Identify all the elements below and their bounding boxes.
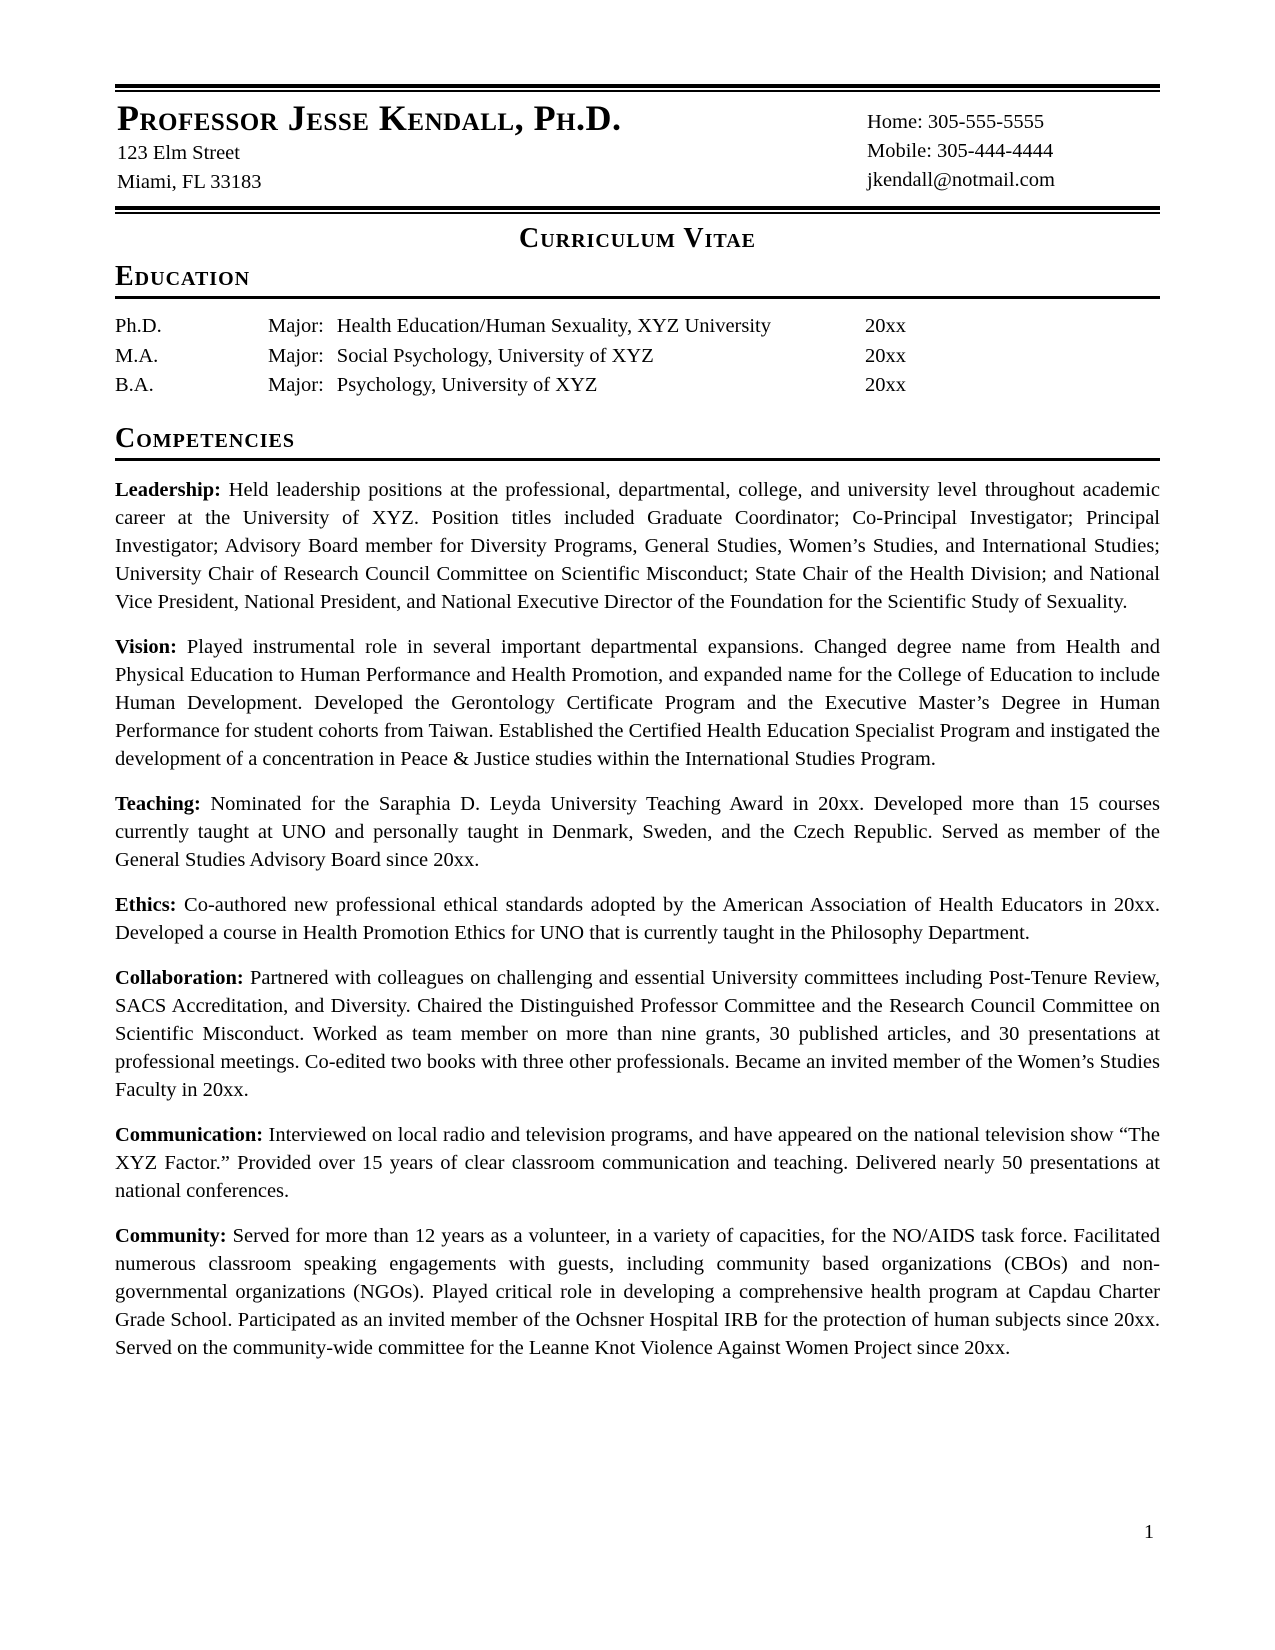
competencies-heading: Competencies (115, 422, 296, 454)
major-detail: Health Education/Human Sexuality, XYZ University (336, 315, 772, 337)
header-top-rule (115, 84, 1160, 92)
education-row (115, 371, 1160, 401)
page-number: 1 (1144, 1521, 1154, 1543)
competency-paragraph-leadership (115, 476, 1160, 616)
competency-label: Leadership: (115, 478, 221, 501)
competency-label: Community: (115, 1224, 227, 1247)
contact-home-phone: Home: 305-555-5555 (867, 111, 1045, 133)
competency-text: Played instrumental role in several important departmental expansions. Changed degree name from Health and Physical Education to Human Performance and Health Promotion, and expanded name for the College of Education to include Human Development. Developed the Gerontology Certificate Program and the Executive Master’s Degree in Human Performance for student cohorts from Taiwan. Established the Certified Health Education Specialist Program and instigated the development of a concentration in Peace & Justice studies within the International Studies Program. (115, 635, 1161, 770)
document-title: Curriculum Vitae (518, 223, 757, 254)
major-detail: Social Psychology, University of XYZ (336, 344, 654, 367)
contact-email: jkendall@notmail.com (867, 169, 1055, 191)
competency-label: Communication: (115, 1123, 264, 1146)
major-cell (268, 371, 865, 401)
education-row (115, 342, 1160, 372)
competency-label: Vision: (115, 635, 177, 658)
competency-label: Collaboration: (115, 966, 244, 989)
competencies-section (115, 422, 1160, 1362)
competency-paragraph-teaching (115, 790, 1160, 874)
competency-text: Partnered with colleagues on challenging and essential University committees including Post-Tenure Review, SACS Accreditation, and Diversity. Chaired the Distinguished Professor Committee and the Research Council Committee on Scientific Misconduct. Worked as team member on more than nine grants, 30 published articles, and 30 presentations at professional meetings. Co-edited two books with three other professionals. Became an invited member of the Women’s Studies Faculty in 20xx. (115, 966, 1160, 1101)
major-label: Major: (268, 344, 324, 367)
competency-paragraph-ethics (115, 891, 1160, 947)
competency-text: Interviewed on local radio and television programs, and have appeared on the national television show “The XYZ Factor.” Provided over 15 years of clear classroom communication and teaching. Delivered nearly 50 presentations at national conferences. (115, 1123, 1160, 1202)
contact-mobile-phone: Mobile: 305-444-4444 (867, 140, 1054, 162)
graduation-year: 20xx (865, 344, 906, 367)
address-line-1: 123 Elm Street (117, 142, 240, 164)
competency-paragraph-vision (115, 633, 1160, 773)
header-bottom-rule (115, 206, 1160, 214)
competency-label: Teaching: (115, 792, 201, 815)
major-cell (268, 342, 865, 372)
degree-label: B.A. (115, 374, 154, 396)
competency-text: Co-authored new professional ethical standards adopted by the American Association of Health Educators in 20xx. Developed a course in Health Promotion Ethics for UNO that is currently taught in the Philosophy Department. (115, 893, 1161, 944)
person-name: Professor Jesse Kendall, Ph.D. (117, 98, 622, 138)
education-table (115, 312, 1160, 401)
education-row (115, 312, 1160, 342)
competencies-rule (115, 458, 1160, 461)
competency-text: Nominated for the Saraphia D. Leyda University Teaching Award in 20xx. Developed more than 15 courses currently taught at UNO and personally taught in Denmark, Sweden, and the Czech Republic. Served as member of the General Studies Advisory Board since 20xx. (115, 792, 1160, 871)
education-heading: Education (115, 261, 251, 292)
major-label: Major: (268, 315, 324, 337)
degree-label: Ph.D. (115, 315, 162, 337)
header-left-column (117, 97, 867, 197)
competency-text: Served for more than 12 years as a volunteer, in a variety of capacities, for the NO/AIDS task force. Facilitated numerous classroom speaking engagements with guests, including community based organizations (CBOs) and non-governmental organizations (NGOs). Played critical role in developing a comprehensive health program at Capdau Charter Grade School. Participated as an invited member of the Ochsner Hospital IRB for the protection of human subjects since 20xx. Served on the community-wide committee for the Leanne Knot Violence Against Women Project since 20xx. (115, 1224, 1160, 1359)
competency-text: Held leadership positions at the professional, departmental, college, and university level throughout academic career at the University of XYZ. Position titles included Graduate Coordinator; Co-Principal Investigator; Principal Investigator; Advisory Board member for Diversity Programs, General Studies, Women’s Studies, and International Studies; University Chair of Research Council Committee on Scientific Misconduct; State Chair of the Health Division; and National Vice President, National President, and National Executive Director of the Foundation for the Scientific Study of Sexuality. (115, 478, 1160, 613)
education-rule (115, 296, 1160, 299)
competency-paragraph-communication (115, 1121, 1160, 1205)
competency-paragraph-collaboration (115, 964, 1160, 1104)
competency-paragraph-community (115, 1222, 1160, 1362)
address-line-2: Miami, FL 33183 (117, 171, 262, 193)
header-contact-column (867, 97, 1158, 197)
major-label: Major: (268, 374, 324, 396)
header (115, 92, 1160, 206)
graduation-year: 20xx (865, 315, 906, 337)
major-detail: Psychology, University of XYZ (336, 374, 598, 396)
major-cell (268, 312, 865, 342)
competency-label: Ethics: (115, 893, 177, 916)
degree-label: M.A. (115, 344, 159, 367)
graduation-year: 20xx (865, 374, 906, 396)
